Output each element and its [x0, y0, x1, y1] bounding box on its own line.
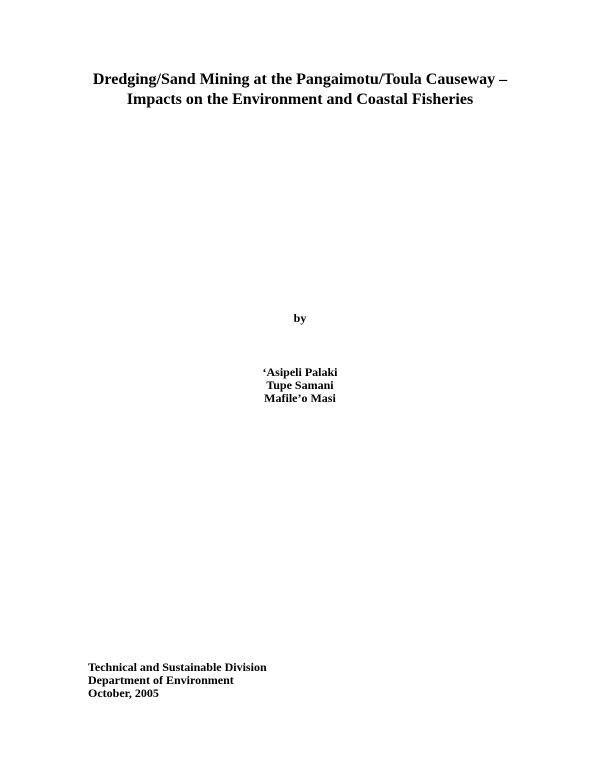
title-line-1: Dredging/Sand Mining at the Pangaimotu/Toula Causeway – [92, 71, 508, 88]
author-name: Mafile’o Masi [264, 391, 336, 405]
author-name: ‘Asipeli Palaki [262, 365, 338, 379]
title-line-2: Impacts on the Environment and Coastal Fisheries [126, 91, 474, 108]
department-name: Department of Environment [88, 673, 234, 687]
publisher-block [88, 661, 267, 700]
author-name: Tupe Samani [266, 378, 334, 392]
document-title [0, 70, 600, 110]
author-list [0, 366, 600, 405]
publication-date: October, 2005 [88, 686, 159, 700]
division-name: Technical and Sustainable Division [88, 660, 267, 674]
by-label: by [293, 311, 307, 325]
